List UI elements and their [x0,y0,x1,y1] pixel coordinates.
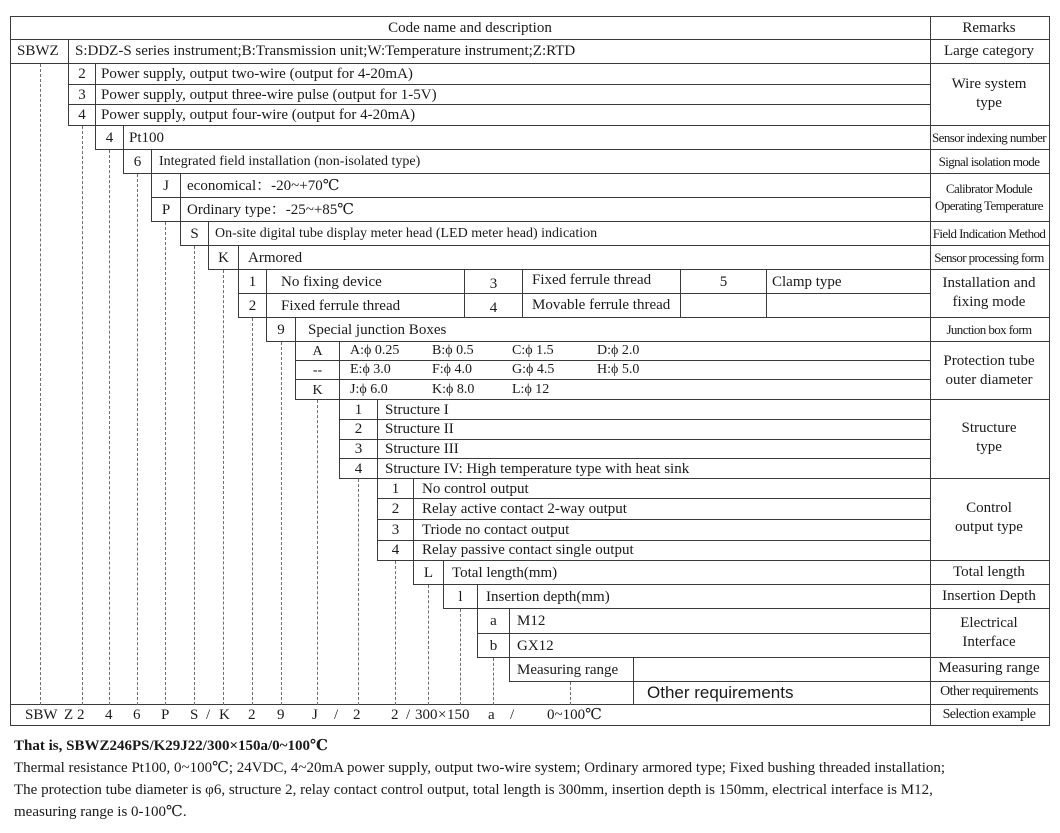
example-token: P [161,707,170,723]
tube-value: D:ϕ 2.0 [597,343,640,358]
code-processing: K [218,250,229,266]
tube-value: G:ϕ 4.5 [512,362,555,377]
code-control-3: 3 [391,522,400,538]
desc-install-2: Fixed ferrule thread [281,298,401,314]
code-structure-1: 1 [354,402,363,418]
example-token: / [406,707,411,723]
example-explanation-line-2: The protection tube diameter is φ6, structure 2, relay contact control output, total length is 300mm, insertion depth is 150mm, electrical interface is M12, [14,782,933,798]
tube-value: K:ϕ 8.0 [432,382,475,397]
remark-large-category: Large category [943,43,1035,59]
code-install-4: 4 [489,300,498,316]
example-token: × [438,707,447,723]
desc-sbwz: S:DDZ-S series instrument;B:Transmission unit;W:Temperature instrument;Z:RTD [75,43,576,59]
desc-structure-4: Structure IV: High temperature type with heat sink [385,461,690,477]
tube-value: A:ϕ 0.25 [350,343,400,358]
code-control-2: 2 [391,501,400,517]
code-install-2: 2 [248,298,257,314]
tube-value: L:ϕ 12 [512,382,550,397]
remark-sensor-indexing-number: Sensor indexing number [932,130,1046,145]
code-tube-dash: -- [312,363,323,378]
remark-insertion-depth: Insertion Depth [942,588,1036,604]
code-temp-j: J [163,178,169,194]
example-token: 300 [415,707,438,723]
remark-measuring-range: Measuring range [938,660,1040,676]
example-token: 6 [133,707,141,723]
code-insertion: l [458,589,463,605]
desc-structure-2: Structure II [385,421,454,437]
desc-other-requirements: Other requirements [647,683,794,702]
tube-value: J:ϕ 6.0 [350,382,388,397]
example-explanation-line-1: Thermal resistance Pt100, 0~100℃; 24VDC, 4~20mA power supply, output two-wire system; Ordinary armored type; Fixed bushing threaded installation; [14,760,946,776]
remark-electrical-interface: Electrical Interface [960,615,1018,650]
tube-value: E:ϕ 3.0 [350,362,391,377]
example-token: Z [64,707,74,723]
desc-structure-1: Structure I [385,402,449,418]
desc-wire-4: Power supply, output four-wire (output for 4-20mA) [101,107,416,123]
desc-processing: Armored [248,250,303,266]
tube-value: F:ϕ 4.0 [432,362,473,377]
desc-install-1: No fixing device [281,274,382,290]
code-install-1: 1 [248,274,257,290]
desc-wire-2: Power supply, output two-wire (output for 4-20mA) [101,66,413,82]
remark-calibrator-operating-temperature: Calibrator Module Operating Temperature [935,181,1043,213]
example-token: / [334,707,339,723]
code-electrical-b: b [489,638,498,654]
code-electrical-a: a [490,613,497,629]
remark-junction-box-form: Junction box form [946,322,1032,337]
desc-install-3: Fixed ferrule thread [532,272,652,288]
remark-structure-type: Structure type [961,420,1017,455]
tube-value: B:ϕ 0.5 [432,343,474,358]
desc-isolation: Integrated field installation (non-isolated type) [159,154,421,169]
remark-wire-system-type: Wire system type [951,76,1027,111]
code-structure-4: 4 [354,461,363,477]
code-wire-4: 4 [78,107,86,123]
code-control-4: 4 [391,542,400,558]
desc-insertion: Insertion depth(mm) [486,589,610,605]
example-token: 4 [105,707,113,723]
example-token: K [219,707,230,723]
desc-wire-3: Power supply, output three-wire pulse (output for 1-5V) [101,87,437,103]
code-isolation: 6 [133,154,142,170]
desc-total-length: Total length(mm) [452,565,558,581]
desc-junction: Special junction Boxes [308,322,447,338]
code-temp-p: P [161,202,171,218]
code-sbwz: SBWZ [17,43,59,59]
code-total-length: L [423,565,434,581]
example-token: S [190,707,199,723]
example-token: / [206,707,211,723]
remark-field-indication-method: Field Indication Method [932,226,1046,241]
example-token: 2 [248,707,256,723]
desc-control-3: Triode no contact output [422,522,570,538]
code-wire-2: 2 [78,66,86,82]
remark-control-output-type: Control output type [955,500,1023,535]
desc-install-4: Movable ferrule thread [532,297,671,313]
code-tube-k: K [312,383,323,398]
example-token: 2 [391,707,399,723]
desc-control-4: Relay passive contact single output [422,542,634,558]
tube-value: H:ϕ 5.0 [597,362,640,377]
desc-measuring-range: Measuring range [517,662,619,678]
tube-value: C:ϕ 1.5 [512,343,554,358]
desc-indication: On-site digital tube display meter head (LED meter head) indication [215,226,598,241]
desc-electrical-a: M12 [517,613,546,629]
remark-selection-example: Selection example [942,707,1036,722]
desc-electrical-b: GX12 [517,638,554,654]
example-token: SBW [25,707,58,723]
desc-temp-j: economical：-20~+70℃ [187,178,340,194]
example-token: a [488,707,495,723]
code-indication: S [190,226,199,242]
remark-signal-isolation-mode: Signal isolation mode [938,154,1040,169]
example-token: 9 [277,707,285,723]
example-token: J [312,707,318,723]
code-junction: 9 [277,322,285,338]
code-structure-3: 3 [354,441,363,457]
example-token: 150 [447,707,470,723]
example-token: 0~100℃ [547,707,602,723]
desc-sensor: Pt100 [129,130,165,146]
remark-installation-fixing-mode: Installation and fixing mode [942,275,1036,310]
example-token: 2 [353,707,361,723]
code-control-1: 1 [391,481,400,497]
code-sensor: 4 [105,130,114,146]
example-explanation-line-3: measuring range is 0-100℃. [14,804,187,820]
code-tube-a: A [312,344,323,359]
code-column-header: Code name and description [388,20,552,36]
example-title: That is, SBWZ246PS/K29J22/300×150a/0~100℃ [14,738,328,754]
remark-total-length: Total length [953,564,1025,580]
remark-sensor-processing-form: Sensor processing form [934,250,1044,265]
example-token: / [510,707,515,723]
desc-temp-p: Ordinary type：-25~+85℃ [187,202,355,218]
example-token: 2 [77,707,85,723]
desc-control-2: Relay active contact 2-way output [422,501,627,517]
desc-structure-3: Structure III [385,441,459,457]
desc-install-5: Clamp type [772,274,842,290]
remarks-column-header: Remarks [962,20,1016,36]
code-structure-2: 2 [354,421,363,437]
code-install-3: 3 [489,276,498,292]
code-install-5: 5 [719,274,728,290]
desc-control-1: No control output [422,481,529,497]
remark-other-requirements: Other requirements [940,684,1038,699]
remark-protection-tube-outer-diameter: Protection tube outer diameter [943,353,1035,388]
code-wire-3: 3 [78,87,86,103]
